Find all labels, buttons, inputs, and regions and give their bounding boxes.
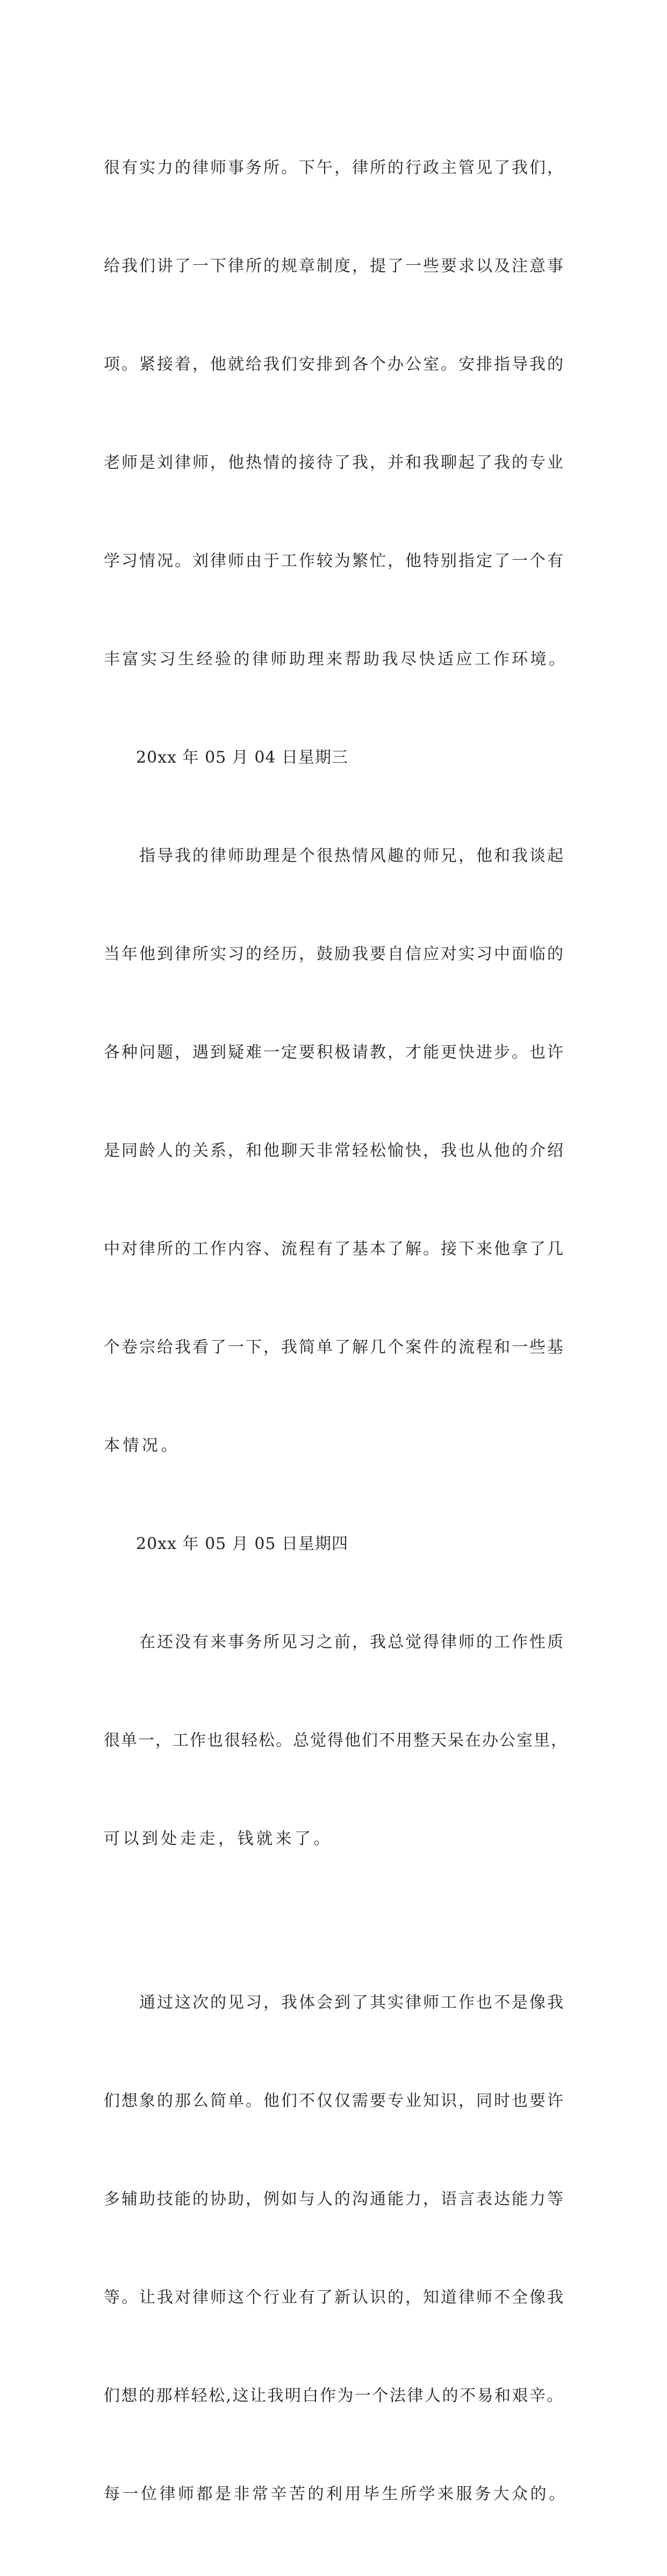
paragraph-1 [104, 86, 571, 741]
text-line: 给我们讲了一下律所的规章制度，提了一些要求以及注意事 [104, 257, 565, 276]
text-line: 中对律所的工作内容、流程有了基本了解。接下来他拿了几 [104, 1240, 565, 1258]
paragraph-3 [104, 1560, 571, 1921]
text-line: 每一位律师都是非常辛苦的利用毕生所学来服务大众的。 [104, 2485, 568, 2503]
text-line: 多辅助技能的协助，例如与人的沟通能力，语言表达能力等 [104, 2190, 565, 2209]
document-page [104, 86, 571, 2576]
text-line: 项。紧接着，他就给我们安排到各个办公室。安排指导我的 [104, 355, 565, 374]
text-line: 本情况。 [104, 1436, 180, 1455]
text-line: 可以到处走走，钱就来了。 [104, 1829, 333, 1848]
text-line: 等。让我对律师这个行业有了新认识的，知道律师不全像我 [104, 2288, 565, 2307]
text-line: 在还没有来事务所见习之前，我总觉得律师的工作性质 [104, 1633, 565, 1652]
text-line: 很有实力的律师事务所。下午，律所的行政主管见了我们， [104, 158, 565, 177]
text-line: 各种问题，遇到疑难一定要积极请教，才能更快进步。也许 [104, 1043, 565, 1062]
text-line: 丰富实习生经验的律师助理来帮助我尽快适应工作环境。 [104, 650, 568, 669]
text-line: 老师是刘律师，他热情的接待了我，并和我聊起了我的专业 [104, 453, 565, 472]
paragraph-2 [104, 774, 571, 1528]
text-line: 们想的那样轻松,这让我明白作为一个法律人的不易和艰辛。 [104, 2386, 565, 2405]
text-line: 学习情况。刘律师由于工作较为繁忙，他特别指定了一个有 [104, 552, 565, 570]
text-line: 是同龄人的关系，和他聊天非常轻松愉快，我也从他的介绍 [104, 1141, 565, 1160]
text-line: 们想象的那么简单。他们不仅仅需要专业知识，同时也要许 [104, 2092, 565, 2110]
text-line: 个卷宗给我看了一下，我简单了解几个案件的流程和一些基 [104, 1338, 565, 1357]
date-heading: 20xx 年 05 月 05 日星期四 [136, 1535, 349, 1553]
text-line: 很单一，工作也很轻松。总觉得他们不用整天呆在办公室里， [104, 1731, 568, 1750]
date-heading: 20xx 年 05 月 04 日星期三 [136, 748, 349, 767]
text-line: 通过这次的见习，我体会到了其实律师工作也不是像我 [104, 1993, 565, 2012]
paragraph-4 [104, 1921, 571, 2576]
text-line: 当年他到律所实习的经历，鼓励我要自信应对实习中面临的 [104, 945, 565, 964]
text-line: 指导我的律师助理是个很热情风趣的师兄，他和我谈起 [104, 846, 565, 865]
